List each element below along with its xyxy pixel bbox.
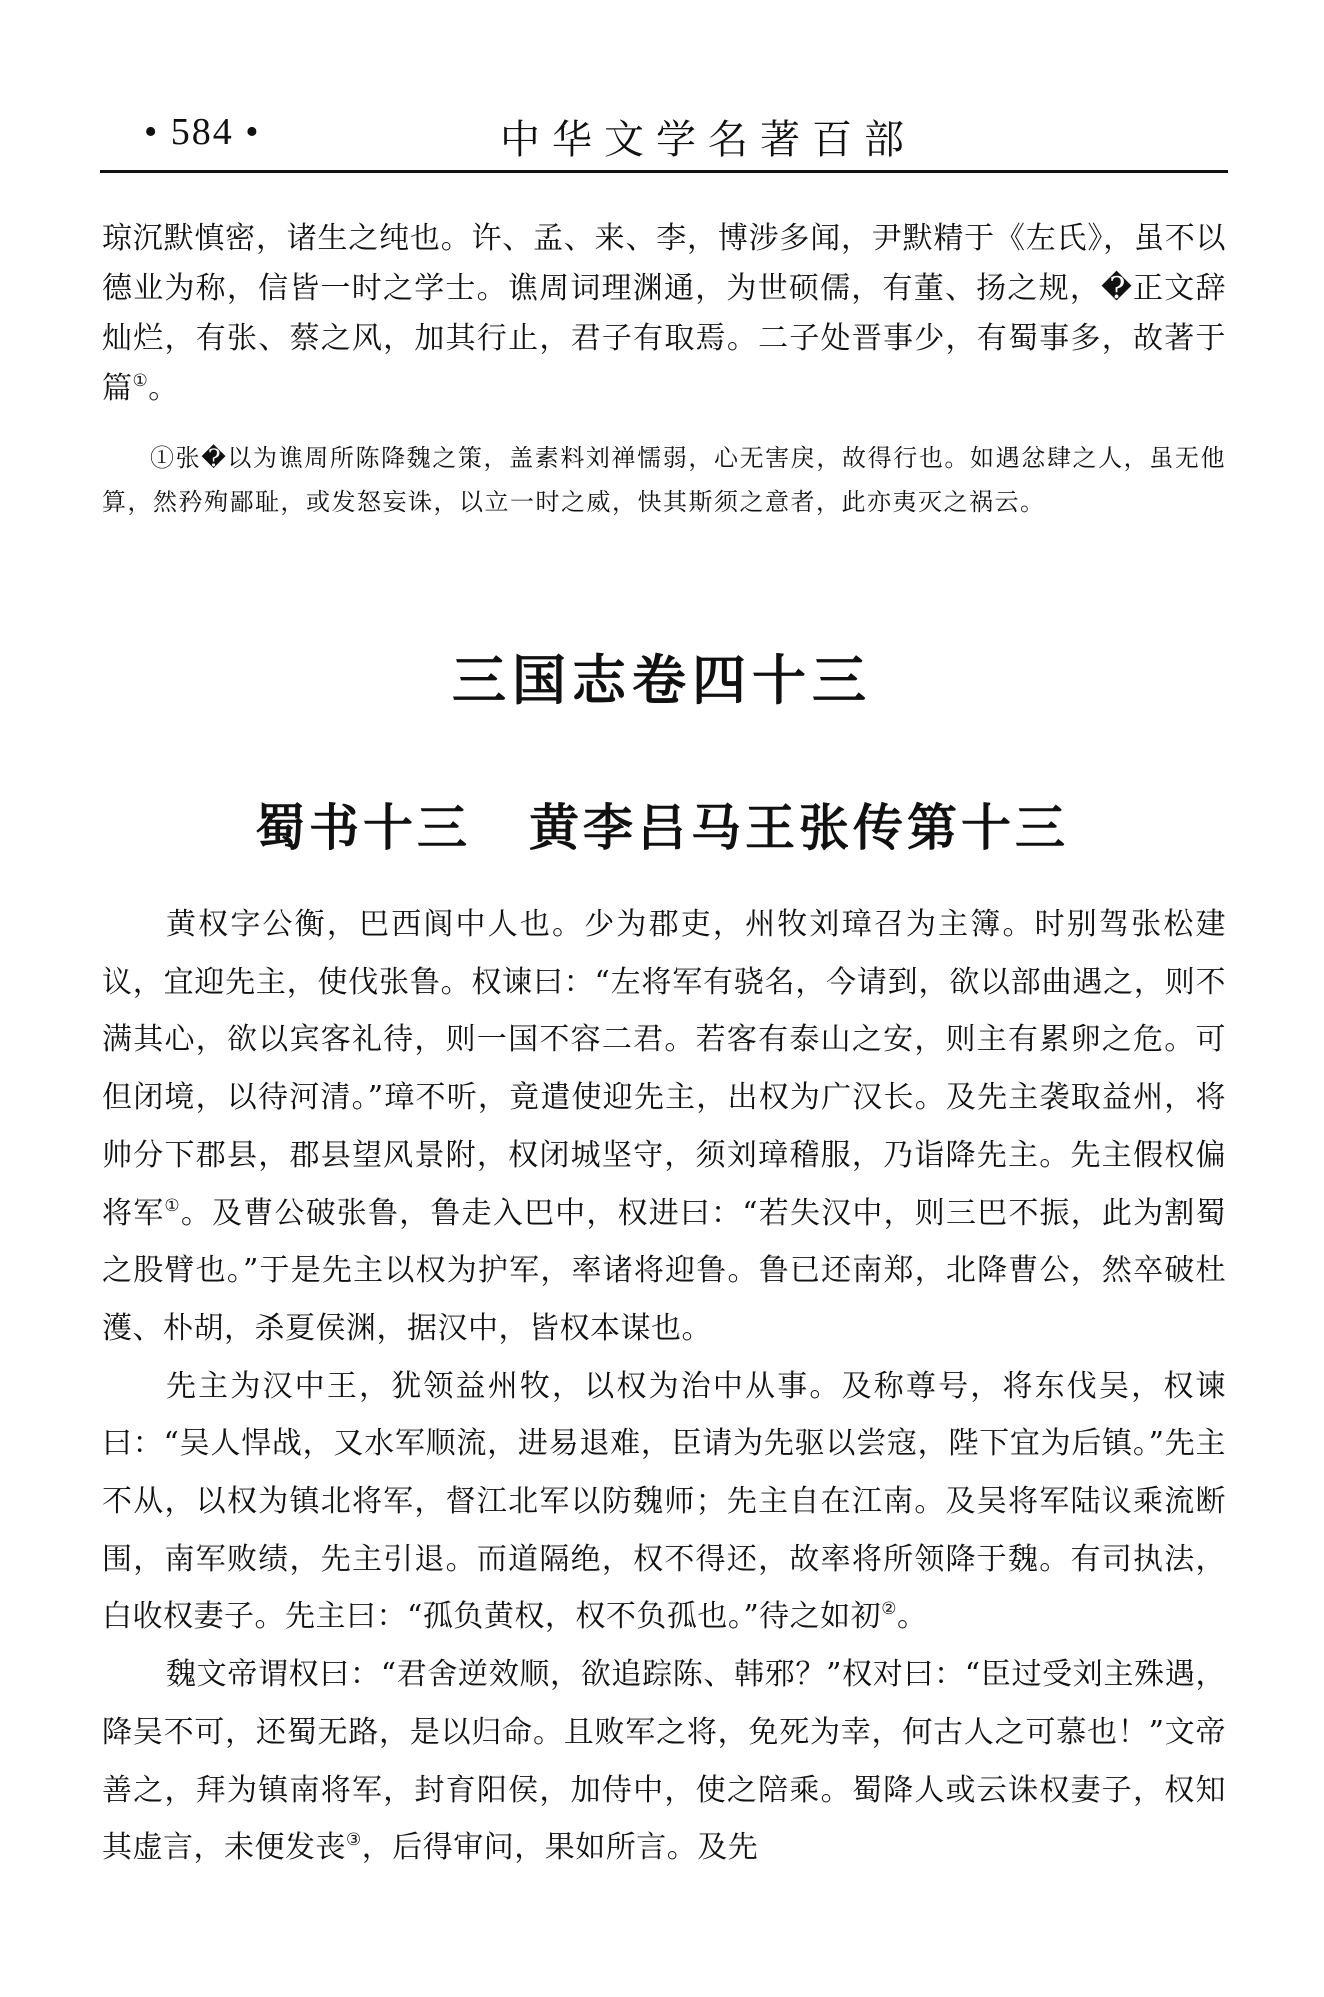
header-rule xyxy=(100,170,1228,173)
footnote-marker: ③ xyxy=(346,1830,362,1851)
paragraph: 黄权字公衡，巴西阆中人也。少为郡吏，州牧刘璋召为主簿。时别驾张松建议，宜迎先主，使伐张鲁。权谏曰：“左将军有骁名，今请到，欲以部曲遇之，则不满其心，欲以宾客礼待，则一国不容二君。若客有泰山之安，则主有累卵之危。可但闭境，以待河清。”璋不听，竟遣使迎先主，出权为广汉长。及先主袭取益州，将帅分下郡县，郡县望风景附，权闭城坚守，须刘璋稽服，乃诣降先主。先主假权偏将军①。及曹公破张鲁，鲁走入巴中，权进曰：“若失汉中，则三巴不振，此为割蜀之股臂也。”于是先主以权为护军，率诸将迎鲁。鲁已还南郑，北降曹公，然卒破杜濩、朴胡，杀夏侯渊，据汉中，皆权本谋也。 xyxy=(102,907,1226,1346)
chapter-title xyxy=(0,788,1324,860)
chapter-book: 蜀书十三 xyxy=(255,799,471,857)
running-header-title: 中华文学名著百部 xyxy=(500,117,916,163)
chapter-name: 黄李吕马王张传第十三 xyxy=(529,799,1069,857)
footnote-marker: ① xyxy=(164,1195,181,1216)
continued-paragraph xyxy=(102,214,1226,414)
footnote-marker: ② xyxy=(881,1599,897,1620)
paragraph: 魏文帝谓权曰：“君舍逆效顺，欲追踪陈、韩邪？”权对曰：“臣过受刘主殊遇，降吴不可，还蜀无路，是以归命。且败军之将，免死为幸，何古人之可慕也！”文帝善之，拜为镇南将军，封育阳侯，加侍中，使之陪乘。蜀降人或云诛权妻子，权知其虚言，未便发丧③，后得审问，果如所言。及先 xyxy=(102,1657,1226,1866)
note-text: ①张�以为谯周所陈降魏之策，盖素料刘禅懦弱，心无害戾，故得行也。如遇忿肆之人，虽无他算，然矜殉鄙耻，或发怒妄诛，以立一时之威，快其斯须之意者，此亦夷灭之祸云。 xyxy=(102,444,1226,516)
paragraph: 先主为汉中王，犹领益州牧，以权为治中从事。及称尊号，将东伐吴，权谏曰：“吴人悍战，又水军顺流，进易退难，臣请为先驱以尝寇，陛下宜为后镇。”先主不从，以权为镇北将军，督江北军以防魏师；先主自在江南。及吴将军陆议乘流断围，南军败绩，先主引退。而道隔绝，权不得还，故率将所领降于魏。有司执法，白收权妻子。先主曰：“孤负黄权，权不负孤也。”待之如初②。 xyxy=(102,1368,1226,1635)
page-number: • 584 • xyxy=(144,111,261,153)
main-text xyxy=(102,896,1226,1877)
paragraph-text: 琼沉默慎密，诸生之纯也。许、孟、来、李，博涉多闻，尹默精于《左氏》，虽不以德业为称，信皆一时之学士。谯周词理渊通，为世硕儒，有董、扬之规，�正文辞灿烂，有张、蔡之风，加其行止，君子有取焉。二子处晋事少，有蜀事多，故著于篇①。 xyxy=(102,221,1226,406)
volume-title: 三国志卷四十三 xyxy=(452,649,872,712)
annotation-note xyxy=(102,436,1226,524)
footnote-marker: ① xyxy=(132,371,149,391)
